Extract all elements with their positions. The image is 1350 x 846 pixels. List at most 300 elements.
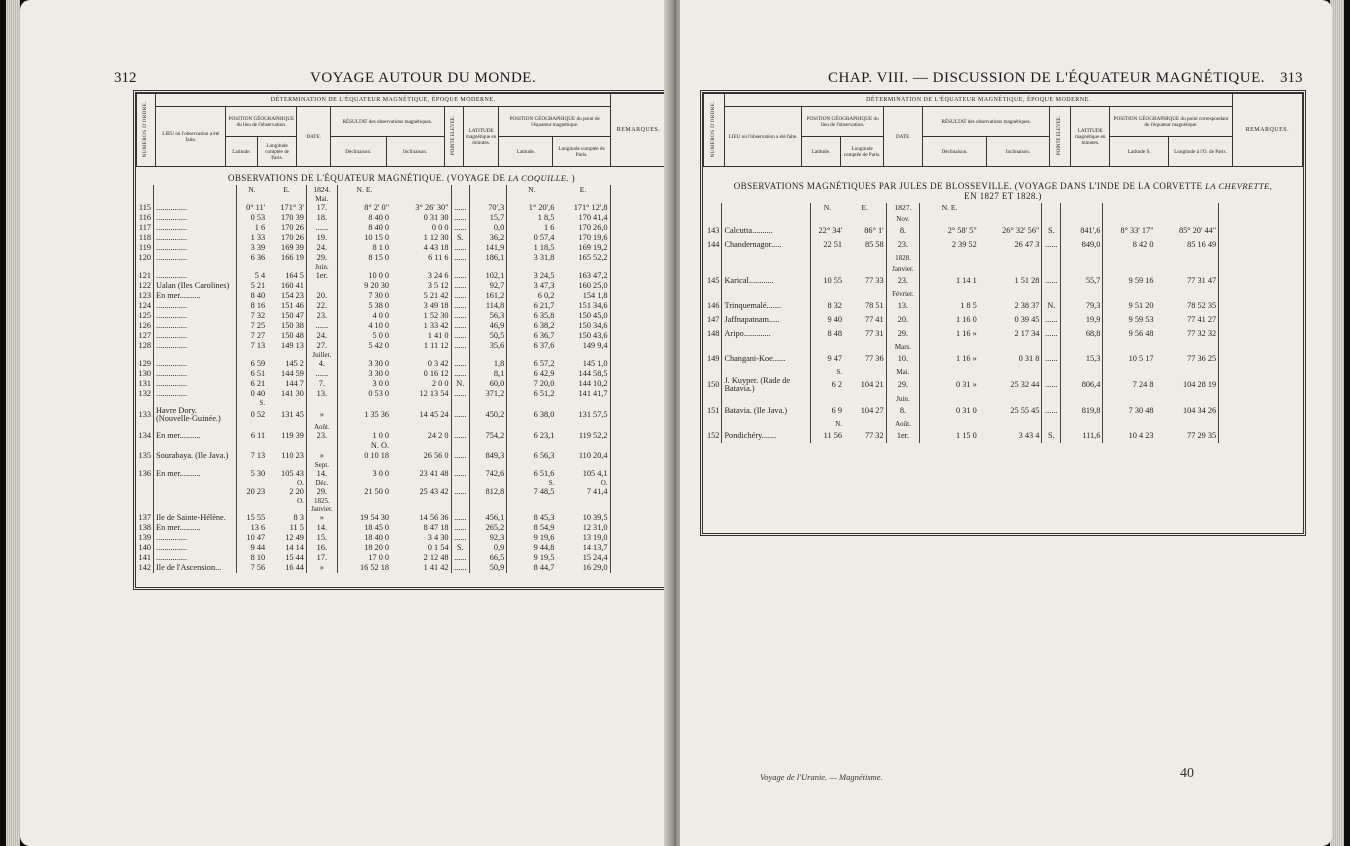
- cell-n: [703, 393, 722, 404]
- cell-lat: [236, 461, 267, 469]
- cell-date: 17.: [306, 203, 337, 213]
- cell-lieu: [722, 288, 810, 299]
- cell-pointe: ......: [1042, 313, 1061, 327]
- cell-date: 24.: [306, 331, 337, 341]
- cell-lon: 16 44: [285, 563, 304, 572]
- cell-pointe: ......: [451, 389, 470, 399]
- cell-latmag: [470, 399, 507, 407]
- cell-date: Juin.: [306, 263, 337, 271]
- cell-decl: 19 54 30: [337, 513, 391, 523]
- cell-decl: 5 0 0: [337, 331, 391, 341]
- cell-incl: 4 43 18: [423, 243, 449, 252]
- col-resultat: RÉSULTAT des observations magnétiques.: [923, 107, 1050, 137]
- cell-lieu: [722, 418, 810, 429]
- cell-lon: 77 33: [864, 276, 884, 285]
- cell-pointe: [451, 479, 470, 487]
- cell-n: 115: [138, 203, 151, 212]
- col-declinaison: Déclinaison.: [330, 137, 386, 167]
- col-latitude: Latitude.: [226, 137, 257, 167]
- cell-latmag: [470, 441, 507, 451]
- cell-pointe: S.: [451, 543, 470, 553]
- cell-latmag: [1061, 341, 1103, 352]
- cell-latmag: 46,9: [470, 321, 507, 331]
- cell-lat: N.: [810, 418, 844, 429]
- cell-lat: 5 4: [236, 271, 267, 281]
- cell-lon: 170 39: [281, 213, 304, 222]
- cell-lieu: [722, 263, 810, 274]
- cell-eqlat: 8 54,9: [507, 523, 557, 533]
- cell-eqlat: 6 35,8: [507, 311, 557, 321]
- cell-eqlat: 9 19,6: [507, 533, 557, 543]
- cell-remarques: [1219, 313, 1303, 327]
- cell-incl: 2 38 37: [1014, 301, 1040, 310]
- cell-pointe: [451, 195, 470, 203]
- cell-eqlon: 131 57,5: [578, 410, 608, 419]
- cell-lat: 5 21: [236, 281, 267, 291]
- cell-remarques: [610, 389, 667, 399]
- cell-n: [136, 351, 154, 359]
- cell-decl: 2 39 52: [920, 238, 979, 252]
- cell-lieu: ...............: [154, 233, 237, 243]
- cell-date: Sept.: [306, 461, 337, 469]
- cell-eqlon: 104 34 26: [1183, 406, 1217, 415]
- cell-eqlat: 6 37,6: [507, 341, 557, 351]
- cell-incl: 14 45 24: [419, 410, 449, 419]
- cell-date: 1er.: [886, 429, 920, 443]
- cell-decl: 3 0 0: [337, 379, 391, 389]
- table-row: [703, 288, 1303, 299]
- cell-latmag: [470, 195, 507, 203]
- col-lieu: LIEU où l'observation a été faite.: [725, 107, 802, 167]
- cell-lon: 154 23: [281, 291, 304, 300]
- cell-incl: 1 33 42: [423, 321, 449, 330]
- cell-latmag: 50,5: [470, 331, 507, 341]
- table-row: [136, 263, 667, 271]
- cell-decl: [337, 423, 391, 431]
- cell-n: [136, 461, 154, 469]
- cell-decl: 1 14 1: [920, 274, 979, 288]
- cell-lat: 15 55: [236, 513, 267, 523]
- cell-n: 127: [138, 331, 151, 340]
- col-latitude-eq: Latitude S.: [1110, 137, 1169, 167]
- table-row: [136, 253, 667, 263]
- cell-decl: 1 8 5: [920, 299, 979, 313]
- cell-eqlon: [1156, 341, 1219, 352]
- cell-remarques: [610, 271, 667, 281]
- cell-eqlon: 13 19,0: [582, 533, 608, 542]
- cell-date: 17.: [306, 553, 337, 563]
- cell-lon: 145 2: [285, 359, 304, 368]
- table-row: [136, 441, 667, 451]
- table-row: [136, 369, 667, 379]
- table-row: [136, 543, 667, 553]
- cell-decl: 0 31 »: [920, 377, 979, 393]
- cell-decl: [920, 213, 979, 224]
- cell-eqlon: [556, 461, 610, 469]
- cell-n: 120: [138, 253, 151, 262]
- cell-lon: 144 59: [281, 369, 304, 378]
- table-row: [136, 497, 667, 505]
- cell-pointe: [1042, 366, 1061, 377]
- cell-lieu: [722, 341, 810, 352]
- cell-pointe: ......: [451, 331, 470, 341]
- cell-remarques: [610, 461, 667, 469]
- col-date: DATE.: [297, 107, 331, 167]
- cell-lieu: [722, 393, 810, 404]
- cell-lon: 78 51: [864, 301, 884, 310]
- col-latmag: LATITUDE magnétique en minutes.: [1071, 107, 1110, 167]
- cell-decl: 8 15 0: [337, 253, 391, 263]
- cell-pointe: ......: [451, 213, 470, 223]
- cell-lieu: En mer..........: [154, 291, 237, 301]
- cell-eqlon: 77 31 47: [1187, 276, 1217, 285]
- col-inclinaison: Inclinaison.: [386, 137, 444, 167]
- cell-decl: 4 0 0: [337, 311, 391, 321]
- cell-lieu: [154, 351, 237, 359]
- cell-date: 29.: [306, 253, 337, 263]
- cell-lieu: ...............: [154, 389, 237, 399]
- cell-decl: [920, 341, 979, 352]
- cell-lon: [844, 288, 886, 299]
- cell-date: [306, 441, 337, 451]
- cell-pointe: [1042, 393, 1061, 404]
- cell-incl: [979, 213, 1042, 224]
- left-page: [20, 0, 670, 846]
- col-numero: NUMÉROS D'ORDRE.: [143, 100, 149, 158]
- cell-date: ......: [306, 321, 337, 331]
- cell-incl: 12 13 54: [419, 389, 449, 398]
- cell-pointe: ......: [451, 291, 470, 301]
- cell-decl: [920, 288, 979, 299]
- cell-lat: [236, 423, 267, 431]
- cell-eqlat: 7 48,5: [507, 487, 557, 497]
- cell-eqlat: [507, 441, 557, 451]
- cell-eqlat: 3 31,8: [507, 253, 557, 263]
- cell-remarques: [610, 331, 667, 341]
- col-position: POSITION GÉOGRAPHIQUE du lieu de l'observation.: [801, 107, 883, 137]
- table-row: [136, 423, 667, 431]
- cell-n: [136, 399, 154, 407]
- cell-eqlat: [507, 195, 557, 203]
- cell-eqlat: 1 8,5: [507, 213, 557, 223]
- cell-lon: [267, 505, 306, 513]
- cell-decl: [337, 399, 391, 407]
- cell-incl: 14 56 36: [419, 513, 449, 522]
- cell-lieu: Calcutta..........: [722, 224, 810, 238]
- col-date: DATE.: [884, 107, 923, 167]
- table-row: [136, 399, 667, 407]
- cell-pointe: ......: [1042, 377, 1061, 393]
- cell-lieu: Ualan (Iles Carolines): [154, 281, 237, 291]
- cell-pointe: ......: [1042, 352, 1061, 366]
- cell-eqlon: 144 10,2: [578, 379, 608, 388]
- cell-lon: 141 30: [281, 389, 304, 398]
- cell-eqlon: [556, 195, 610, 203]
- cell-n: 135: [138, 451, 151, 460]
- cell-lon: 149 13: [281, 341, 304, 350]
- cell-date: 13.: [886, 299, 920, 313]
- cell-remarques: [610, 431, 667, 441]
- cell-lat: 0 53: [236, 213, 267, 223]
- cell-latmag: 114,8: [470, 301, 507, 311]
- cell-eqlon: 160 25,0: [578, 281, 608, 290]
- cell-remarques: [610, 533, 667, 543]
- cell-remarques: [610, 195, 667, 203]
- table-row: [136, 389, 667, 399]
- cell-incl: 0 1 54: [427, 543, 449, 552]
- table-row: [136, 281, 667, 291]
- cell-lat: [810, 288, 844, 299]
- cell-lon: 85 58: [864, 240, 884, 249]
- cell-incl: [391, 399, 451, 407]
- cell-remarques: [610, 359, 667, 369]
- cell-lon: [844, 366, 886, 377]
- cell-lat: 3 39: [236, 243, 267, 253]
- cell-n: 130: [138, 369, 151, 378]
- cell-eqlat: 6 38,0: [507, 407, 557, 423]
- cell-latmag: 161,2: [470, 291, 507, 301]
- cell-n: 137: [138, 513, 151, 522]
- cell-incl: [979, 341, 1042, 352]
- cell-eqlon: 77 41 27: [1187, 315, 1217, 324]
- cell-eqlat: 6 56,3: [507, 451, 557, 461]
- cell-eqlat: 6 42,9: [507, 369, 557, 379]
- cell-lat: 0° 11': [236, 203, 267, 213]
- cell-latmag: 849,3: [470, 451, 507, 461]
- cell-decl: 10 15 0: [337, 233, 391, 243]
- cell-latmag: 68,8: [1061, 327, 1103, 341]
- cell-n: [136, 487, 154, 497]
- cell-lon: 104 21: [860, 380, 884, 389]
- col-latitude-eq: Latitude.: [499, 137, 553, 167]
- cell-lat: 1 6: [236, 223, 267, 233]
- cell-date: 24.: [306, 243, 337, 253]
- cell-lieu: Karical............: [722, 274, 810, 288]
- cell-latmag: [1061, 366, 1103, 377]
- cell-decl: 10 0 0: [337, 271, 391, 281]
- col-numero: NUMÉROS D'ORDRE.: [711, 100, 717, 158]
- cell-eqlat: [507, 263, 557, 271]
- cell-decl: 7 30 0: [337, 291, 391, 301]
- table-row: [136, 513, 667, 523]
- table-row: [136, 523, 667, 533]
- cell-eqlat: 6 51,2: [507, 389, 557, 399]
- cell-lat: 10 55: [810, 274, 844, 288]
- cell-decl: 4 10 0: [337, 321, 391, 331]
- cell-pointe: ......: [451, 359, 470, 369]
- cell-pointe: [1042, 263, 1061, 274]
- col-position-eq: POSITION GÉOGRAPHIQUE du point correspondant de l'équateur magnétique.: [1110, 107, 1232, 137]
- cell-incl: [391, 351, 451, 359]
- cell-remarques: [1219, 252, 1303, 263]
- cell-pointe: [1042, 288, 1061, 299]
- cell-lieu: Jaffnapatnam.....: [722, 313, 810, 327]
- cell-lon: 77 31: [864, 329, 884, 338]
- table-row: [703, 352, 1303, 366]
- cell-lat: 8 48: [810, 327, 844, 341]
- cell-lat: 6 36: [236, 253, 267, 263]
- cell-latmag: 806,4: [1061, 377, 1103, 393]
- cell-lon: 105 43: [281, 469, 304, 478]
- table-row: [136, 233, 667, 243]
- cell-latmag: [470, 351, 507, 359]
- cell-lat: [236, 263, 267, 271]
- cell-n: 144: [706, 240, 720, 249]
- cell-latmag: 849,0: [1061, 238, 1103, 252]
- cell-eqlon: 10 39,5: [582, 513, 608, 522]
- cell-lon: 150 47: [281, 311, 304, 320]
- table-row: [703, 299, 1303, 313]
- table-row: [136, 479, 667, 487]
- cell-incl: [979, 288, 1042, 299]
- cell-eqlon: [556, 351, 610, 359]
- cell-latmag: [470, 423, 507, 431]
- cell-incl: 6 11 6: [428, 253, 449, 262]
- table-row: [703, 252, 1303, 263]
- cell-n: 152: [706, 431, 720, 440]
- cell-lieu: Batavia. (Ile Java.): [722, 404, 810, 418]
- cell-incl: 2 17 34: [1014, 329, 1040, 338]
- cell-pointe: ......: [451, 369, 470, 379]
- cell-lat: [236, 505, 267, 513]
- cell-date: 1825.: [306, 497, 337, 505]
- cell-lieu: ...............: [154, 301, 237, 311]
- cell-pointe: [1042, 252, 1061, 263]
- cell-date: ......: [306, 369, 337, 379]
- cell-incl: 26° 32' 56": [1002, 226, 1040, 235]
- cell-latmag: 66,5: [470, 553, 507, 563]
- cell-eqlon: 77 29 35: [1187, 431, 1217, 440]
- cell-lieu: [722, 252, 810, 263]
- cell-eqlat: 9 56 48: [1103, 327, 1156, 341]
- cell-latmag: 0,9: [470, 543, 507, 553]
- cell-latmag: 819,8: [1061, 404, 1103, 418]
- cell-lon: 11 5: [289, 523, 304, 532]
- cell-lat: 0 52: [236, 407, 267, 423]
- cell-decl: 2° 58' 5": [920, 224, 979, 238]
- table-row: [136, 505, 667, 513]
- cell-eqlat: 6 38,2: [507, 321, 557, 331]
- cell-date: 23.: [886, 238, 920, 252]
- unit-row-left: N. E. 1824. N. E. N. E.: [136, 185, 667, 195]
- cell-lat: 8 10: [236, 553, 267, 563]
- cell-pointe: ......: [1042, 238, 1061, 252]
- cell-latmag: 102,1: [470, 271, 507, 281]
- cell-lon: 171° 3': [280, 203, 304, 212]
- cell-eqlon: 141 41,7: [578, 389, 608, 398]
- cell-latmag: [1061, 213, 1103, 224]
- cell-remarques: [610, 369, 667, 379]
- cell-date: 23.: [306, 311, 337, 321]
- cell-lon: 170 26: [281, 233, 304, 242]
- table-row: [136, 331, 667, 341]
- cell-decl: [920, 393, 979, 404]
- cell-eqlat: 10 4 23: [1103, 429, 1156, 443]
- cell-date: 4.: [306, 359, 337, 369]
- book-edge-right: [1330, 0, 1344, 846]
- cell-lieu: Ile de Sainte-Hélène.: [154, 513, 237, 523]
- cell-lon: 151 46: [281, 301, 304, 310]
- cell-eqlon: 110 20,4: [578, 451, 608, 460]
- cell-date: »: [306, 513, 337, 523]
- cell-lon: 119 39: [281, 431, 304, 440]
- cell-lon: [267, 263, 306, 271]
- cell-latmag: [470, 263, 507, 271]
- cell-n: 123: [138, 291, 151, 300]
- cell-lon: 77 32: [864, 431, 884, 440]
- cell-incl: 1 41 42: [423, 563, 449, 572]
- table-row: [136, 533, 667, 543]
- cell-n: 142: [138, 563, 151, 572]
- cell-incl: 25 32 44: [1010, 380, 1040, 389]
- cell-lon: O.: [297, 497, 304, 505]
- cell-lieu: [154, 195, 237, 203]
- cell-eqlon: 77 36 25: [1187, 354, 1217, 363]
- cell-latmag: 70',3: [470, 203, 507, 213]
- cell-lon: 160 41: [281, 281, 304, 290]
- cell-remarques: [610, 553, 667, 563]
- cell-lieu: ...............: [154, 369, 237, 379]
- cell-remarques: [610, 203, 667, 213]
- table-row: [703, 238, 1303, 252]
- cell-eqlat: [507, 461, 557, 469]
- col-remarques: REMARQUES.: [1232, 94, 1302, 167]
- cell-latmag: [470, 505, 507, 513]
- cell-eqlon: 144 58,5: [578, 369, 608, 378]
- cell-date: Nov.: [886, 213, 920, 224]
- cell-pointe: [1042, 213, 1061, 224]
- cell-remarques: [610, 321, 667, 331]
- cell-pointe: ......: [451, 253, 470, 263]
- running-head-left: VOYAGE AUTOUR DU MONDE.: [310, 70, 537, 86]
- cell-date: Juin.: [886, 393, 920, 404]
- book-edge-left: [6, 0, 20, 846]
- table-row: [703, 418, 1303, 429]
- cell-lat: 8 16: [236, 301, 267, 311]
- table-row: [136, 301, 667, 311]
- cell-lat: [236, 351, 267, 359]
- cell-remarques: [610, 263, 667, 271]
- cell-decl: N. O.: [337, 441, 391, 451]
- cell-date: 1er.: [306, 271, 337, 281]
- cell-eqlat: 8 44,7: [507, 563, 557, 573]
- cell-lieu: Trinquemalé.......: [722, 299, 810, 313]
- cell-eqlat: [1103, 418, 1156, 429]
- cell-decl: 1 15 0: [920, 429, 979, 443]
- cell-incl: 0 39 45: [1014, 315, 1040, 324]
- cell-remarques: [610, 423, 667, 431]
- cell-lieu: Chandernagor.....: [722, 238, 810, 252]
- cell-incl: 0 16 12: [423, 369, 449, 378]
- cell-pointe: ......: [451, 341, 470, 351]
- table-frame-left: [133, 90, 670, 590]
- cell-latmag: [1061, 252, 1103, 263]
- cell-decl: 18 20 0: [337, 543, 391, 553]
- cell-pointe: ......: [451, 223, 470, 233]
- cell-eqlat: 9 59 16: [1103, 274, 1156, 288]
- cell-lat: [810, 213, 844, 224]
- cell-lat: 6 51: [236, 369, 267, 379]
- cell-eqlon: 119 52,2: [578, 431, 608, 440]
- cell-pointe: S.: [1042, 224, 1061, 238]
- cell-eqlon: 104 28 19: [1183, 380, 1217, 389]
- table-row: [136, 203, 667, 213]
- cell-decl: 8 1 0: [337, 243, 391, 253]
- cell-latmag: 56,3: [470, 311, 507, 321]
- cell-lat: 0 40: [236, 389, 267, 399]
- cell-eqlon: 154 1,8: [582, 291, 608, 300]
- cell-lon: 14 14: [285, 543, 304, 552]
